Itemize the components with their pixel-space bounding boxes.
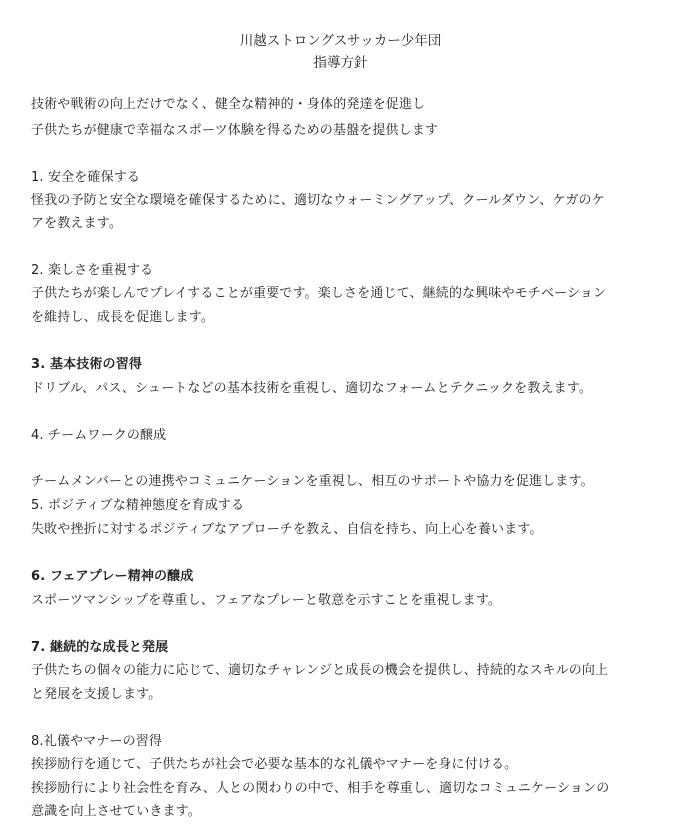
intro-line-1: 技術や戦術の向上だけでなく、健全な精神的・身体的発達を促進し (31, 97, 426, 112)
section-4-heading: 4. チームワークの醸成 (31, 428, 167, 443)
document-title: 川越ストロングスサッカー少年団 (239, 33, 442, 49)
section-3-body-1: ドリブル、パス、シュートなどの基本技術を重視し、適切なフォームとテクニックを教えます。 (31, 381, 593, 396)
section-8-body-1: 挨拶励行を通じて、子供たちが社会で必要な基本的な礼儀やマナーを身に付ける。 (31, 757, 518, 772)
section-4-body-1: チームメンバーとの連携やコミュニケーションを重視し、相互のサポートや協力を促進します。 (31, 474, 594, 489)
section-8-body-2: 挨拶励行により社会性を育み、人との関わりの中で、相手を尊重し、適切なコミュニケーションの (31, 781, 610, 796)
section-2-body-2: を維持し、成長を促進します。 (31, 310, 215, 325)
document-header (0, 30, 681, 74)
section-8-body-3: 意識を向上させていきます。 (31, 804, 201, 819)
section-5-body-1: 失敗や挫折に対するポジティブなアプローチを教え、自信を持ち、向上心を養います。 (31, 522, 543, 537)
section-7-body-2: と発展を支援します。 (31, 687, 162, 702)
section-8-heading: 8.礼儀やマナーの習得 (31, 734, 163, 749)
section-2-heading: 2. 楽しさを重視する (31, 263, 154, 278)
section-7-heading: 7. 継続的な成長と発展 (31, 640, 169, 655)
section-2-body-1: 子供たちが楽しんでプレイすることが重要です。楽しさを通じて、継続的な興味やモチベーション (31, 286, 607, 301)
section-1-body-2: アを教えます。 (31, 216, 123, 231)
section-1-body-1: 怪我の予防と安全な環境を確保するために、適切なウォーミングアップ、クールダウン、ケガのケ (31, 193, 605, 208)
section-7-body-1: 子供たちの個々の能力に応じて、適切なチャレンジと成長の機会を提供し、持続的なスキルの向上 (31, 663, 609, 678)
document-subtitle: 指導方針 (313, 55, 368, 71)
section-6-body-1: スポーツマンシップを尊重し、フェアなプレーと敬意を示すことを重視します。 (31, 593, 502, 608)
section-5-heading: 5. ポジティブな精神態度を育成する (31, 498, 245, 513)
section-6-heading: 6. フェアプレー精神の醸成 (31, 569, 194, 584)
section-1-heading: 1. 安全を確保する (31, 170, 141, 185)
intro-line-2: 子供たちが健康で幸福なスポーツ体験を得るための基盤を提供します (31, 123, 439, 138)
section-3-heading: 3. 基本技術の習得 (31, 357, 143, 372)
